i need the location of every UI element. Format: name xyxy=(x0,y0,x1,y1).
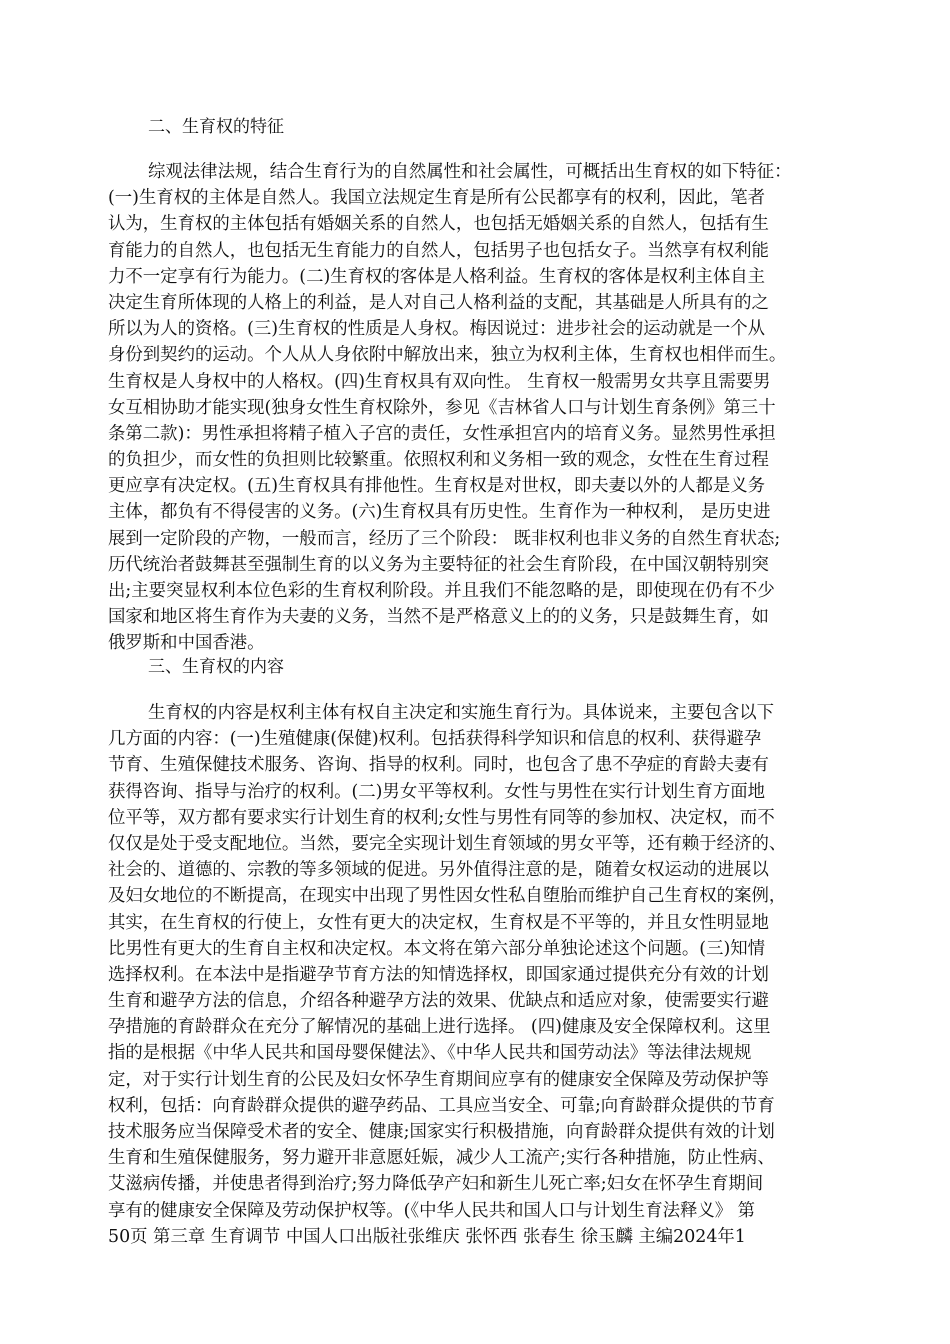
text-line: 比男性有更大的生育自主权和决定权。本文将在第六部分单独论述这个问题。(三)知情 xyxy=(108,938,766,959)
text-line: 生育和避孕方法的信息，介绍各种避孕方法的效果、优缺点和适应对象，使需要实行避 xyxy=(108,991,769,1012)
text-line: 选择权利。在本法中是指避孕节育方法的知情选择权，即国家通过提供充分有效的计划 xyxy=(108,964,769,985)
section-heading-characteristics: 二、生育权的特征 xyxy=(148,117,284,137)
text-line: 俄罗斯和中国香港。 xyxy=(108,633,265,654)
text-line: 几方面的内容：(一)生殖健康(保健)权利。包括获得科学知识和信息的权利、获得避孕 xyxy=(108,729,762,750)
text-line: 主体，都负有不得侵害的义务。(六)生育权具有历史性。生育作为一种权利， 是历史进 xyxy=(108,502,771,523)
text-line: 获得咨询、指导与治疗的权利。(二)男女平等权利。女性与男性在实行计划生育方面地 xyxy=(108,781,766,802)
text-line: 生育和生殖保健服务，努力避开非意愿妊娠，减少人工流产;实行各种措施，防止性病、 xyxy=(108,1148,775,1169)
text-line: 的负担少，而女性的负担则比较繁重。依照权利和义务相一致的观念，女性在生育过程 xyxy=(108,450,769,471)
text-line: 展到一定阶段的产物，一般而言，经历了三个阶段： 既非权利也非义务的自然生育状态; xyxy=(108,528,781,549)
text-line: 其实，在生育权的行使上，女性有更大的决定权，生育权是不平等的，并且女性明显地 xyxy=(108,912,769,933)
text-line: 身份到契约的运动。个人从人身依附中解放出来，独立为权利主体，生育权也相伴而生。 xyxy=(108,345,787,366)
text-line: 历代统治者鼓舞甚至强制生育的以义务为主要特征的社会生育阶段，在中国汉朝特别突 xyxy=(108,554,769,575)
text-line: 节育、生殖保健技术服务、咨询、指导的权利。同时，也包含了患不孕症的育龄夫妻有 xyxy=(108,755,769,776)
text-line: 指的是根据《中华人民共和国母婴保健法》、《中华人民共和国劳动法》等法律法规规 xyxy=(108,1043,752,1064)
paragraph-content xyxy=(108,700,868,1250)
text-line: 国家和地区将生育作为夫妻的义务，当然不是严格意义上的的义务，只是鼓舞生育，如 xyxy=(108,607,769,628)
text-line: 权利，包括：向育龄群众提供的避孕药品、工具应当安全、可靠;向育龄群众提供的节育 xyxy=(108,1095,775,1116)
text-line: 技术服务应当保障受术者的安全、健康;国家实行积极措施，向育龄群众提供有效的计划 xyxy=(108,1122,775,1142)
text-line: 及妇女地位的不断提高，在现实中出现了男性因女性私自堕胎而维护自己生育权的案例， xyxy=(108,886,787,907)
text-line: 出;主要突显权利本位色彩的生育权利阶段。并且我们不能忽略的是，即使现在仍有不少 xyxy=(108,581,775,601)
text-line: 社会的、道德的、宗教的等多领域的促进。另外值得注意的是，随着女权运动的进展以 xyxy=(108,860,769,881)
section-heading-content: 三、生育权的内容 xyxy=(148,657,284,677)
text-line: 仅仅是处于受支配地位。当然，要完全实现计划生育领域的男女平等，还有赖于经济的、 xyxy=(108,833,787,854)
text-line: 条第二款)：男性承担将精子植入子宫的责任，女性承担宫内的培育义务。显然男性承担 xyxy=(108,423,776,444)
text-line: 力不一定享有行为能力。(二)生育权的客体是人格利益。生育权的客体是权利主体自主 xyxy=(108,266,766,287)
text-line: 所以为人的资格。(三)生育权的性质是人身权。梅因说过：进步社会的运动就是一个从 xyxy=(108,319,766,340)
text-line: 位平等，双方都有要求实行计划生育的权利;女性与男性有同等的参加权、决定权，而不 xyxy=(108,807,775,828)
text-line: 艾滋病传播，并使患者得到治疗;努力降低孕产妇和新生儿死亡率;妇女在怀孕生育期间 xyxy=(108,1174,764,1195)
text-line: 生育权是人身权中的人格权。(四)生育权具有双向性。 生育权一般需男女共享且需要男 xyxy=(108,371,771,392)
paragraph-characteristics xyxy=(108,159,868,657)
text-line: 享有的健康安全保障及劳动保护权等。(《中华人民共和国人口与计划生育法释义》 第 xyxy=(108,1200,756,1221)
text-line: 决定生育所体现的人格上的利益，是人对自己人格利益的支配，其基础是人所具有的之 xyxy=(108,292,769,313)
text-line: 女互相协助才能实现(独身女性生育权除外，参见《吉林省人口与计划生育条例》第三十 xyxy=(108,397,776,418)
text-line: 更应享有决定权。(五)生育权具有排他性。生育权是对世权，即夫妻以外的人都是义务 xyxy=(108,476,766,497)
text-line: 定，对于实行计划生育的公民及妇女怀孕生育期间应享有的健康安全保障及劳动保护等 xyxy=(108,1069,769,1090)
text-line: 育能力的自然人，也包括无生育能力的自然人，包括男子也包括女子。当然享有权利能 xyxy=(108,240,769,261)
text-line: (一)生育权的主体是自然人。我国立法规定生育是所有公民都享有的权利，因此，笔者 xyxy=(108,188,766,209)
text-line: 50页 第三章 生育调节 中国人口出版社张维庆 张怀西 张春生 徐玉麟 主编2024年1 xyxy=(108,1226,746,1247)
text-line: 认为，生育权的主体包括有婚姻关系的自然人，也包括无婚姻关系的自然人，包括有生 xyxy=(108,214,769,235)
text-line: 生育权的内容是权利主体有权自主决定和实施生育行为。具体说来，主要包含以下 xyxy=(148,703,775,723)
text-line: 孕措施的育龄群众在充分了解情况的基础上进行选择。 (四)健康及安全保障权利。这里 xyxy=(108,1017,771,1038)
text-line: 综观法律法规，结合生育行为的自然属性和社会属性，可概括出生育权的如下特征： xyxy=(148,162,792,182)
